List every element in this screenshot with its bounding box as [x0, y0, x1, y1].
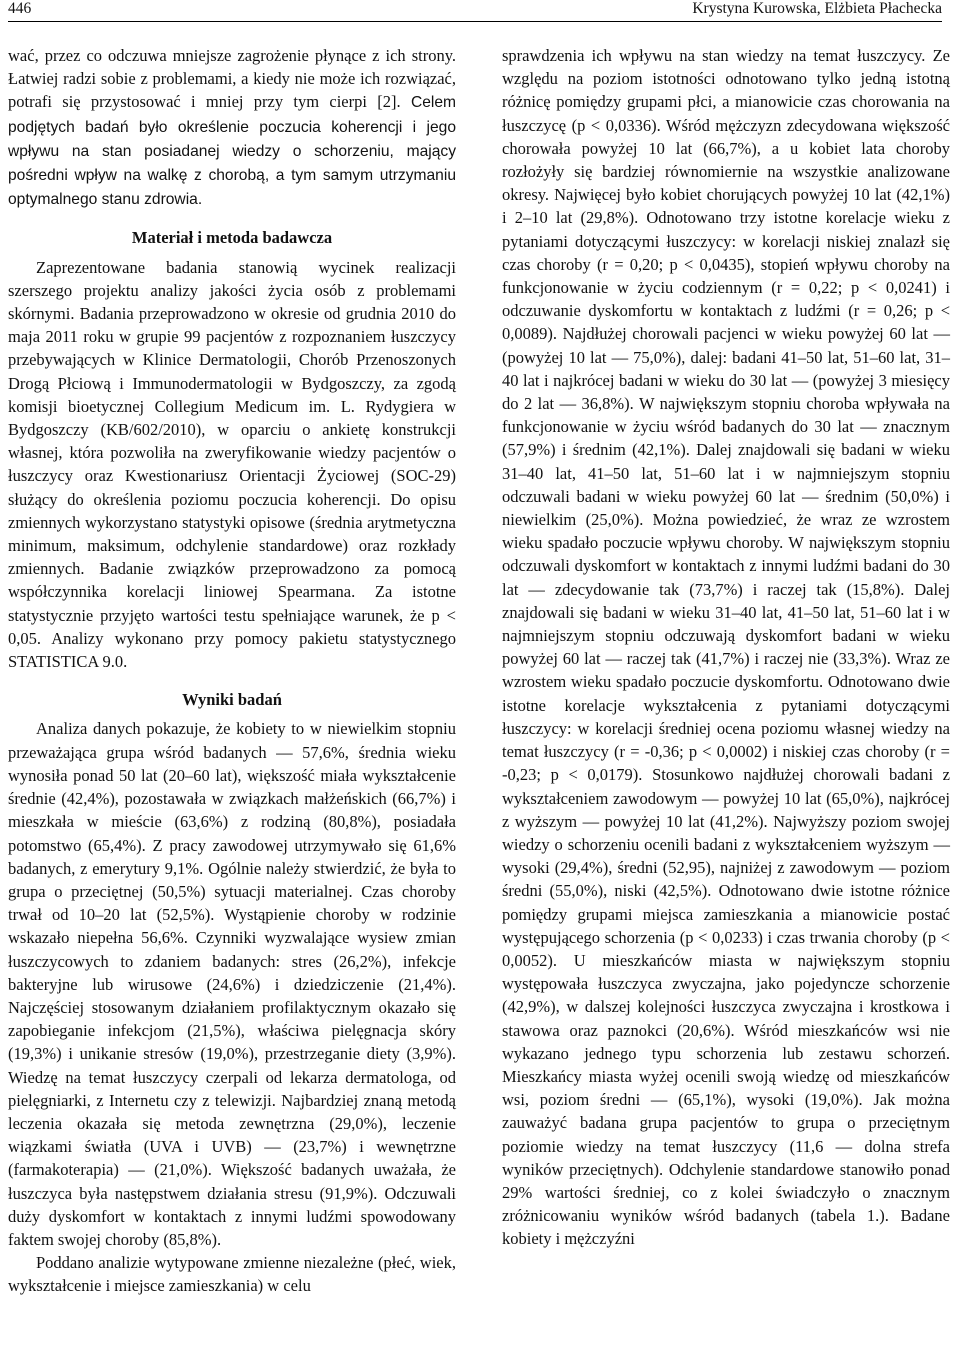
right-column: [502, 44, 950, 1251]
aim-text: Celem podjętych badań było określenie poczucia koherencji i jego wpływu na stan posiadanej wiedzy o schorzeniu, mający pośredni wpływ na walkę z chorobą, a tym samym utrzymaniu optymalnego stanu zdrowia.: [8, 94, 456, 209]
intro-text: wać, przez co odczuwa mniejsze zagrożenie płynące z ich strony. Łatwiej radzi sobie z problemami, a kiedy nie może ich rozwiązać, potrafi się przystosować i mniej przy tym cierpi [2].: [8, 46, 456, 112]
methods-paragraph: Zaprezentowane badania stanowią wycinek realizacji szerszego projektu analizy jakości życia osób z problemami skórnymi. Badania przeprowadzono w okresie od grudnia 2010 do maja 2011 roku w grupie 99 pacjentów z rozpoznaniem łuszczycy przebywających w Klinice Dermatologii, Chorób Przenoszonych Drogą Płciową i Immunodermatologii w Bydgoszczy, za zgodą komisji bioetycznej Collegium Medicum im. L. Rydygiera w Bydgoszczy (KB/602/2010), w oparciu o ankietę konstrukcji własnej, która pozwoliła na zweryfikowanie wiedzy pacjentów o łuszczycy oraz Kwestionariusz Orientacji Życiowej (SOC-29) służący do określenia poziomu poczucia koherencji. Do opisu zmiennych wykorzystano statystyki opisowe (średnia arytmetyczna minimum, maksimum, odchylenie standardowe) oraz rozkłady zmiennych. Badanie związków przeprowadzono za pomocą współczynnika korelacji liniowej Spearmana. Za istotne statystycznie przyjęto wartości testu spełniające warunek, że p < 0,05. Analizy wykonano przy pomocy pakietu statystycznego STATISTICA 9.0.: [8, 257, 456, 672]
results-paragraph-2: Poddano analizie wytypowane zmienne niezależne (płeć, wiek, wykształcenie i miejsce zamieszkania) w celu: [8, 1253, 456, 1296]
heading-results: Wyniki badań: [182, 690, 282, 710]
left-column: [8, 44, 456, 1298]
intro-paragraph: [8, 44, 456, 211]
results-paragraph-1: Analiza danych pokazuje, że kobiety to w niewielkim stopniu przeważająca grupa wśród badanych — 57,6%, średnia wieku wynosiła ponad 50 lat (20–60 lat), większość miała wykształcenie średnie (42,4%), pozostawała w związkach małżeńskich (66,7%) i mieszkała w mieście (63,6%) z rodziną (80,8%), posiadała potomstwo (65,4%). Z pracy zawodowej utrzymywało się 61,6% badanych, z emerytury 9,1%. Ogólnie należy stwierdzić, że była to grupa o przeciętnej (50,5%) sytuacji materialnej. Czas choroby trwał od 10–20 lat (52,5%). Wystąpienie choroby w rodzinie wskazało niepełna 56,6%. Czynniki wyzwalające wysiew zmian łuszczycowych to zdaniem badanych: stres (26,2%), infekcje bakteryjne lub wirusowe (24,6%) i dziedziczenie (21,4%). Najczęściej stosowanym działaniem profilaktycznym okazało się zapobieganie infekcjom (21,5%), właściwa pielęgnacja skóry (19,3%) i unikanie stresów (19,0%), przestrzeganie diety (3,9%). Wiedzę na temat łuszczycy czerpali od lekarza dermatologa, od pielęgniarki, z Internetu czy z telewizji. Najbardziej znaną metodą leczenia okazała się metoda zewnętrzna (29,0%), leczenie wiązkami światła (UVA i UVB) — (23,7%) i wewnętrzne (farmakoterapia) — (21,0%). Większość badanych uważała, że łuszczyca była następstwem działania stresu (91,9%). Odczuwali duży dyskomfort w kontaktach z innymi ludźmi spowodowany faktem swojej choroby (85,8%).: [8, 719, 456, 1249]
running-header-authors: Krystyna Kurowska, Elżbieta Płachecka: [692, 0, 942, 17]
page-number: 446: [8, 0, 32, 17]
running-header: [8, 0, 942, 22]
right-column-paragraph: sprawdzenia ich wpływu na stan wiedzy na temat łuszczycy. Ze względu na poziom istotności odnotowano tylko jedną istotną różnicę pomiędzy grupami płci, a mianowicie czas chorowania na łuszczycę (p < 0,0336). Wśród mężczyzn zdecydowana większość chorowała powyżej 10 lat (66,7%), a u kobiet lata choroby rozłożyły się bardziej równomiernie na wszystkie analizowane okresy. Najwięcej było kobiet chorujących powyżej 10 lat (42,1%) i 2–10 lat (29,8%). Odnotowano trzy istotne korelacje wieku z pytaniami dotyczącymi łuszczycy: w korelacji niskiej znalazł się czas choroby (r = 0,20; p < 0,0435), stopień wpływu choroby na funkcjonowanie w życiu codziennym (r = 0,22; p < 0,0241) i odczuwanie dyskomfortu w kontaktach z ludźmi (r = 0,26; p < 0,0089). Najdłużej chorowali pacjenci w wieku powyżej 60 lat — (powyżej 10 lat — 75,0%), dalej: badani 41–50 lat, 51–60 lat, 31–40 lat i najkrócej badani w wieku do 30 lat — (powyżej 3 miesięcy do 2 lat — 36,8%). W największym stopniu choroba wpływała na funkcjonowanie w życiu wśród badanych do 30 lat — znacznym (57,9%) i średnim (42,1%). Dalej znajdowali się badani w wieku 31–40 lat, 41–50 lat, 51–60 lat i w najmniejszym stopniu odczuwali badani w wieku powyżej 60 lat — średnim (50,0%) i niewielkim (25,0%). Można powiedzieć, że wraz ze wzrostem wieku spadało poczucie wpływu choroby. W największym stopniu odczuwali dyskomfort w kontaktach z innymi ludźmi badani do 30 lat — zdecydowanie tak (73,7%) i raczej tak (15,8%). Dalej znajdowali się badani w wieku 31–40 lat, 41–50 lat, 51–60 lat i w najmniejszym stopniu odczuwają dyskomfort badani w wieku powyżej 60 lat — raczej tak (41,7%) i raczej nie (33,3%). Wraz ze wzrostem wieku spadało poczucie dyskomfortu. Odnotowano dwie istotne korelacje wykształcenia z pytaniami dotyczącymi łuszczycy: w korelacji średniej ocena poziomu własnej wiedzy na temat łuszczycy (r = -0,36; p < 0,0002) i niskiej czas choroby (r = -0,23; p < 0,0179). Stosunkowo najdłużej chorowali badani z wykształceniem zawodowym — powyżej 10 lat (65,0%), najkrócej z wyższym — powyżej 10 lat (41,2%). Najwyższy poziom swojej wiedzy o schorzeniu ocenili badani z wykształceniem wyższym — wysoki (29,4%), średni (52,95), najniżej z zawodowym — poziom średni (55,0%), niski (42,5%). Odnotowano dwie istotne różnice pomiędzy grupami miejsca zamieszkania a mianowicie postać występującego schorzenia (p < 0,0233) i czas trwania choroby (p < 0,0052). U mieszkańców miasta w największym stopniu występowała łuszczyca zwyczajna, jako pojedyncze schorzenie (42,9%), w dalszej kolejności łuszczyca zwyczajna i krostkowa i stawowa oraz paznokci (20,6%). Wśród mieszkańców wsi nie wykazano jednego typu schorzenia lub zestawu schorzeń. Mieszkańcy miasta wyżej ocenili swoją wiedzę od mieszkańców wsi, poziom średni — (65,1%), wysoki (19,0%). Jak można zauważyć badana grupa pacjentów to grupa o przeciętnym poziomie wiedzy na temat łuszczycy (11,6 — dolna strefa wyników przeciętnych). Odchylenie standardowe stanowiło ponad 29% wartości średniej, co z kolei świadczyło o znacznym zróżnicowaniu wyników wśród badanych (tabela 1.). Badane kobiety i mężczyźni: [502, 46, 950, 1249]
heading-methods: Materiał i metoda badawcza: [131, 228, 333, 248]
